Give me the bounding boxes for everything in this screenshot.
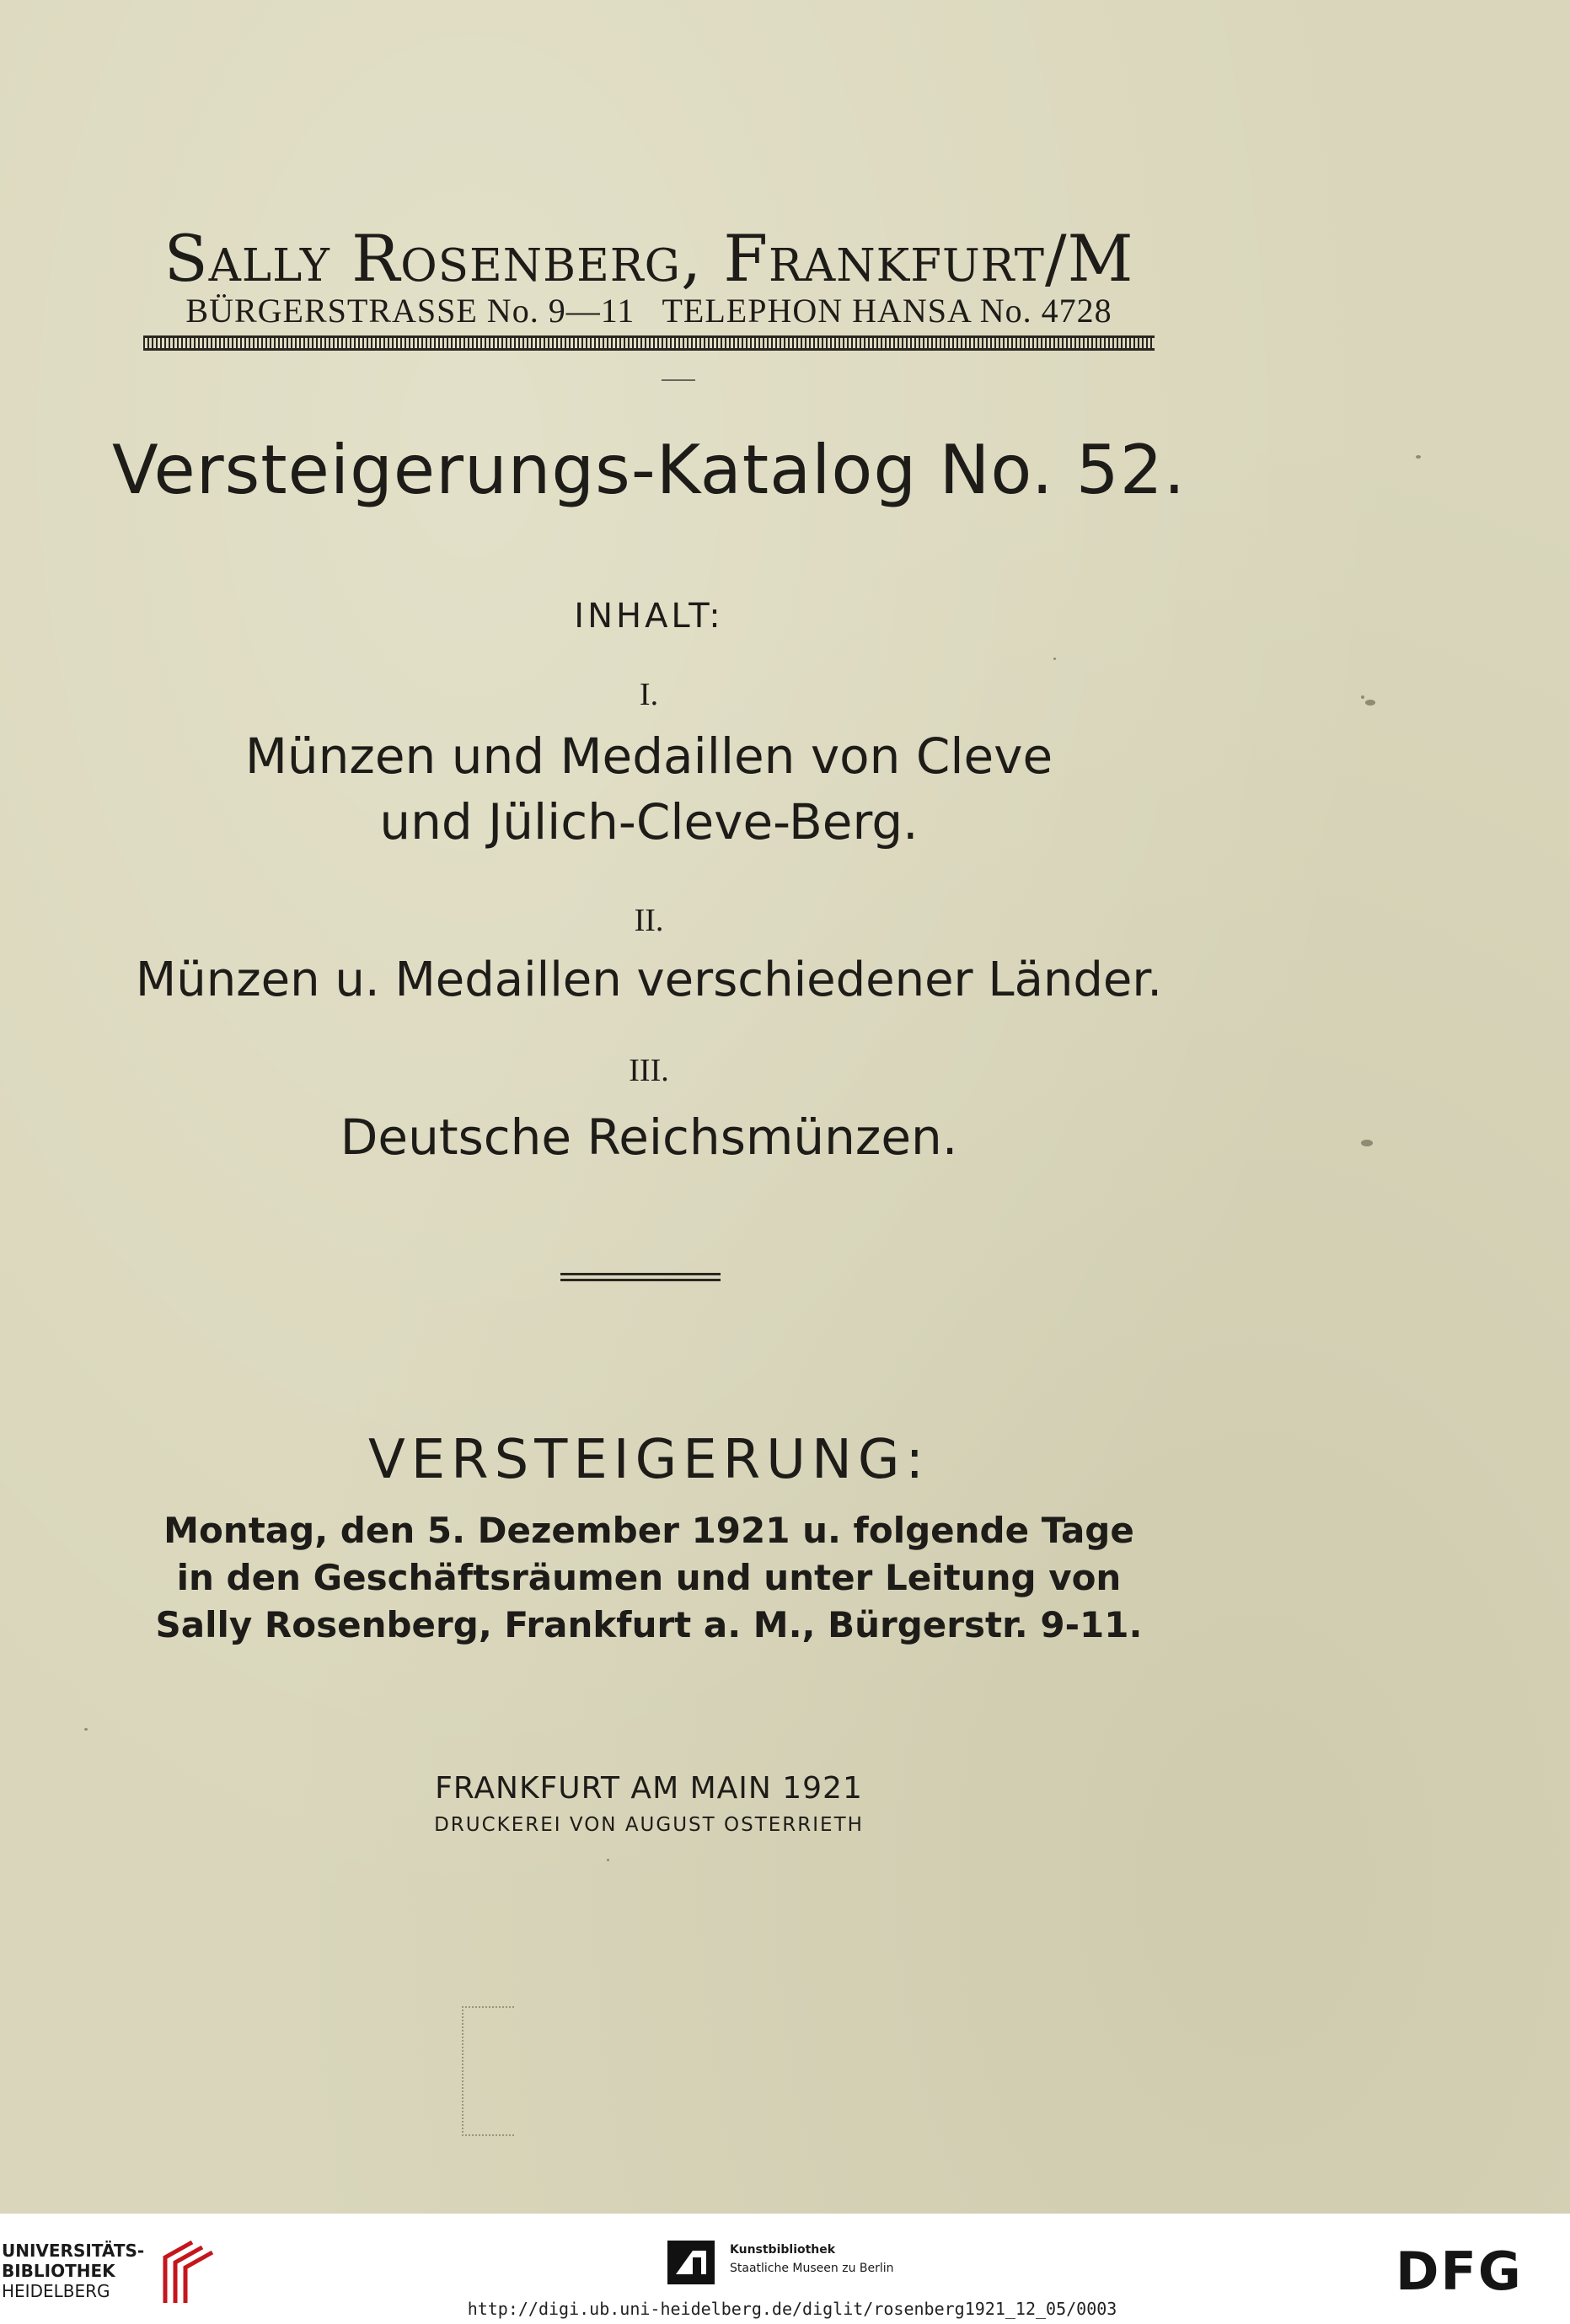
section-3-number: III. xyxy=(629,1053,669,1088)
auction-line-3: Sally Rosenberg, Frankfurt a. M., Bürgerstr. 9-11. xyxy=(155,1604,1143,1645)
digitization-footer xyxy=(0,2214,1570,2324)
imprint-printer: DRUCKEREI VON AUGUST OSTERRIETH xyxy=(434,1814,864,1836)
section-2-title: Münzen u. Medaillen verschiedener Länder. xyxy=(135,953,1163,1007)
auction-line-2: in den Geschäftsräumen und unter Leitung von xyxy=(176,1557,1122,1598)
publisher-name: Sally Rosenberg, Frankfurt/M xyxy=(163,221,1134,296)
contents-label: INHALT: xyxy=(574,597,724,636)
library-line-1: UNIVERSITÄTS- xyxy=(2,2241,145,2261)
double-rule-divider xyxy=(560,1273,721,1281)
library-name xyxy=(2,2241,144,2301)
section-3-title: Deutsche Reichsmünzen. xyxy=(340,1108,958,1166)
section-1-title xyxy=(0,723,1298,855)
paper-speck xyxy=(1361,695,1364,699)
heidelberg-library-logo[interactable] xyxy=(0,2230,228,2306)
paper-speck xyxy=(607,1859,609,1861)
library-line-2: BIBLIOTHEK xyxy=(2,2261,115,2281)
paper-speck xyxy=(1416,455,1421,459)
museum-name xyxy=(730,2241,894,2278)
library-line-3: HEIDELBERG xyxy=(2,2281,110,2301)
paper-speck xyxy=(1053,657,1056,660)
paper-speck xyxy=(1361,1140,1373,1146)
paper-speck xyxy=(84,1728,88,1731)
imprint-city-year: FRANKFURT AM MAIN 1921 xyxy=(435,1771,863,1806)
section-1-title-line-1: Münzen und Medaillen von Cleve xyxy=(244,727,1053,785)
catalog-title: Versteigerungs-Katalog No. 52. xyxy=(111,431,1187,509)
section-1-number: I. xyxy=(639,677,659,712)
library-mark-icon xyxy=(158,2235,216,2308)
museum-line-2: Staatliche Museen zu Berlin xyxy=(730,2262,894,2275)
dfg-logo[interactable]: DFG xyxy=(1396,2241,1523,2302)
section-1-title-line-2: und Jülich-Cleve-Berg. xyxy=(379,793,919,851)
paper-speck xyxy=(1365,700,1375,706)
museum-line-1: Kunstbibliothek xyxy=(730,2243,836,2257)
auction-details xyxy=(0,1507,1298,1649)
auction-line-1: Montag, den 5. Dezember 1921 u. folgende Tage xyxy=(163,1510,1134,1551)
section-2-number: II. xyxy=(634,903,664,938)
hatched-rule xyxy=(143,335,1155,351)
museum-mark-icon xyxy=(667,2241,715,2284)
publisher-address: BÜRGERSTRASSE No. 9—11 TELEPHON HANSA No. 4728 xyxy=(185,292,1112,330)
faint-stamp-mark xyxy=(462,2006,514,2136)
permalink-url[interactable]: http://digi.ub.uni-heidelberg.de/diglit/rosenberg1921_12_05/0003 xyxy=(467,2299,1117,2319)
small-dash-divider xyxy=(662,379,695,381)
auction-heading: VERSTEIGERUNG: xyxy=(367,1429,930,1491)
kunstbibliothek-logo[interactable] xyxy=(667,2234,937,2284)
